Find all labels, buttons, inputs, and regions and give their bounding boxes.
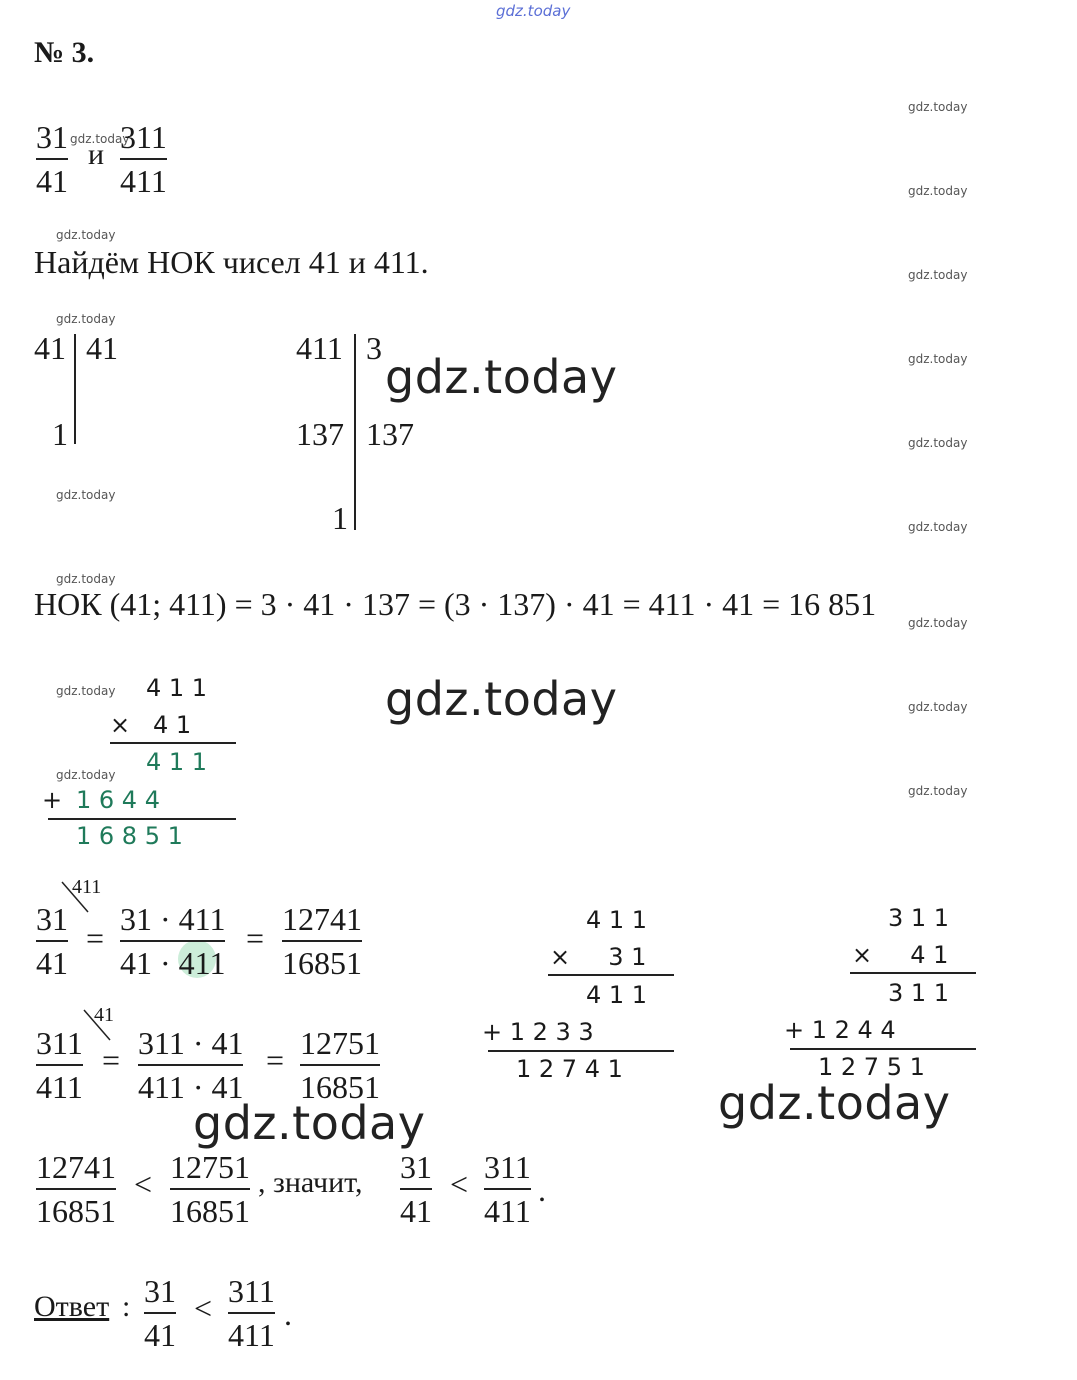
mult-row: 3 1 1 bbox=[888, 979, 950, 1007]
fraction-bar bbox=[138, 1064, 243, 1066]
equals-sign: = bbox=[266, 1042, 285, 1078]
denominator: 41 · 411 bbox=[120, 944, 226, 981]
conclusion-word: , значит, bbox=[258, 1166, 363, 1199]
numerator: 311 bbox=[36, 1025, 83, 1061]
factor-right-value: 3 bbox=[366, 330, 382, 366]
fraction bbox=[170, 1148, 250, 1230]
watermark-large: gdz.today bbox=[385, 350, 618, 404]
factor-right-value: 137 bbox=[366, 416, 414, 452]
mult-line bbox=[48, 818, 236, 820]
less-than-sign: < bbox=[134, 1166, 153, 1202]
multiplier-value: 41 bbox=[94, 1004, 114, 1026]
mult-line bbox=[850, 972, 976, 974]
fraction-bar bbox=[36, 1064, 83, 1066]
denominator: 41 bbox=[36, 162, 68, 199]
fraction bbox=[138, 1024, 243, 1106]
mult-sign: + bbox=[42, 786, 63, 814]
fraction bbox=[300, 1024, 380, 1106]
denominator: 411 bbox=[228, 1316, 275, 1353]
numerator: 311 · 41 bbox=[138, 1025, 244, 1061]
fraction-bar bbox=[228, 1312, 275, 1314]
numerator: 311 bbox=[228, 1273, 275, 1309]
watermark-small: gdz.today bbox=[908, 616, 968, 630]
mult-line bbox=[790, 1048, 976, 1050]
watermark-small: gdz.today bbox=[908, 700, 968, 714]
answer-label: Ответ bbox=[34, 1290, 110, 1323]
numerator: 12741 bbox=[36, 1149, 116, 1185]
watermark-small: gdz.today bbox=[908, 436, 968, 450]
period: . bbox=[284, 1296, 292, 1332]
watermark-small: gdz.today bbox=[56, 488, 116, 502]
mult-row: 4 1 1 bbox=[146, 748, 208, 776]
factor-left-value: 137 bbox=[296, 416, 344, 452]
fraction bbox=[484, 1148, 531, 1230]
numerator: 31 bbox=[144, 1273, 176, 1309]
watermark-small: gdz.today bbox=[56, 572, 116, 586]
watermark-small: gdz.today bbox=[56, 228, 116, 242]
mult-row: 3 1 1 bbox=[888, 904, 950, 932]
numerator: 31 bbox=[400, 1149, 432, 1185]
mult-row: × 4 1 bbox=[110, 711, 192, 739]
watermark-small: gdz.today bbox=[908, 100, 968, 114]
watermark-small: gdz.today bbox=[908, 268, 968, 282]
mult-row: 4 1 1 bbox=[146, 674, 208, 702]
factor-left-value: 1 bbox=[52, 416, 68, 452]
fraction-bar bbox=[484, 1188, 531, 1190]
equals-sign: = bbox=[246, 920, 265, 956]
numerator: 31 · 411 bbox=[120, 901, 226, 937]
task-number: № 3. bbox=[34, 36, 95, 69]
mult-line bbox=[488, 1050, 674, 1052]
denominator: 16851 bbox=[36, 1192, 116, 1229]
numerator: 12741 bbox=[282, 901, 362, 937]
fraction-bar bbox=[400, 1188, 432, 1190]
watermark-small: gdz.today bbox=[56, 312, 116, 326]
fraction-bar bbox=[120, 158, 167, 160]
mult-row: 4 1 1 bbox=[586, 981, 648, 1009]
fraction bbox=[36, 900, 68, 982]
numerator: 31 bbox=[36, 119, 68, 155]
factor-divider bbox=[74, 334, 76, 444]
less-than-sign: < bbox=[450, 1166, 469, 1202]
mult-row: 1 2 7 4 1 bbox=[516, 1055, 623, 1083]
denominator: 41 bbox=[144, 1316, 176, 1353]
watermark-small: gdz.today bbox=[908, 784, 968, 798]
fraction bbox=[36, 118, 68, 200]
watermark-large: gdz.today bbox=[385, 672, 618, 726]
fraction bbox=[144, 1272, 176, 1354]
numerator: 311 bbox=[484, 1149, 531, 1185]
denominator: 41 bbox=[36, 944, 68, 981]
fraction bbox=[36, 1148, 116, 1230]
fraction-bar bbox=[144, 1312, 176, 1314]
mult-row: 4 1 1 bbox=[586, 906, 648, 934]
fraction-bar bbox=[36, 940, 68, 942]
fraction bbox=[120, 900, 225, 982]
mult-row: 1 6 4 4 bbox=[76, 786, 160, 814]
numerator: 31 bbox=[36, 901, 68, 937]
mult-line bbox=[548, 974, 674, 976]
watermark-small: gdz.today bbox=[908, 352, 968, 366]
answer-colon: : bbox=[122, 1290, 131, 1323]
numerator: 311 bbox=[120, 119, 167, 155]
factor-left-value: 41 bbox=[34, 330, 66, 366]
period: . bbox=[538, 1172, 546, 1208]
watermark-small: gdz.today bbox=[56, 684, 116, 698]
denominator: 411 bbox=[36, 1068, 83, 1105]
mult-line bbox=[110, 742, 236, 744]
fraction bbox=[120, 118, 167, 200]
factor-left-value: 1 bbox=[332, 500, 348, 536]
mult-row: × 4 1 bbox=[852, 941, 949, 969]
numerator: 12751 bbox=[170, 1149, 250, 1185]
find-lcm-text: Найдём НОК чисел 41 и 411. bbox=[34, 244, 429, 280]
denominator: 16851 bbox=[282, 944, 362, 981]
lcm-equation: НОК (41; 411) = 3 · 41 · 137 = (3 · 137) · 41 = 411 · 41 = 16 851 bbox=[34, 586, 877, 622]
watermark-small: gdz.today bbox=[70, 132, 130, 146]
numerator: 12751 bbox=[300, 1025, 380, 1061]
watermark-large: gdz.today bbox=[193, 1096, 426, 1150]
less-than-sign: < bbox=[194, 1290, 213, 1326]
conjunction: и bbox=[88, 138, 105, 171]
fraction-bar bbox=[120, 940, 225, 942]
factor-right-value: 41 bbox=[86, 330, 118, 366]
mult-row: + 1 2 3 3 bbox=[482, 1018, 594, 1046]
watermark-small: gdz.today bbox=[908, 520, 968, 534]
fraction bbox=[400, 1148, 432, 1230]
multiplier-value: 411 bbox=[72, 876, 102, 898]
fraction-bar bbox=[170, 1188, 250, 1190]
watermark-small: gdz.today bbox=[908, 184, 968, 198]
fraction-bar bbox=[36, 158, 68, 160]
equals-sign: = bbox=[86, 920, 105, 956]
fraction-bar bbox=[36, 1188, 116, 1190]
mult-row: 1 2 7 5 1 bbox=[818, 1053, 925, 1081]
top-watermark: gdz.today bbox=[496, 2, 571, 20]
fraction-bar bbox=[300, 1064, 380, 1066]
watermark-small: gdz.today bbox=[56, 768, 116, 782]
denominator: 411 bbox=[484, 1192, 531, 1229]
factor-left-value: 411 bbox=[296, 330, 343, 366]
denominator: 41 bbox=[400, 1192, 432, 1229]
watermark-large: gdz.today bbox=[718, 1076, 951, 1130]
equals-sign: = bbox=[102, 1042, 121, 1078]
mult-row: 1 6 8 5 1 bbox=[76, 822, 183, 850]
fraction bbox=[36, 1024, 83, 1106]
fraction-bar bbox=[282, 940, 362, 942]
denominator: 411 bbox=[120, 162, 167, 199]
fraction bbox=[282, 900, 362, 982]
denominator: 16851 bbox=[300, 1068, 380, 1105]
denominator: 16851 bbox=[170, 1192, 250, 1229]
mult-row: × 3 1 bbox=[550, 943, 647, 971]
mult-row: + 1 2 4 4 bbox=[784, 1016, 896, 1044]
factor-divider bbox=[354, 334, 356, 530]
denominator: 411 · 41 bbox=[138, 1068, 244, 1105]
fraction bbox=[228, 1272, 275, 1354]
